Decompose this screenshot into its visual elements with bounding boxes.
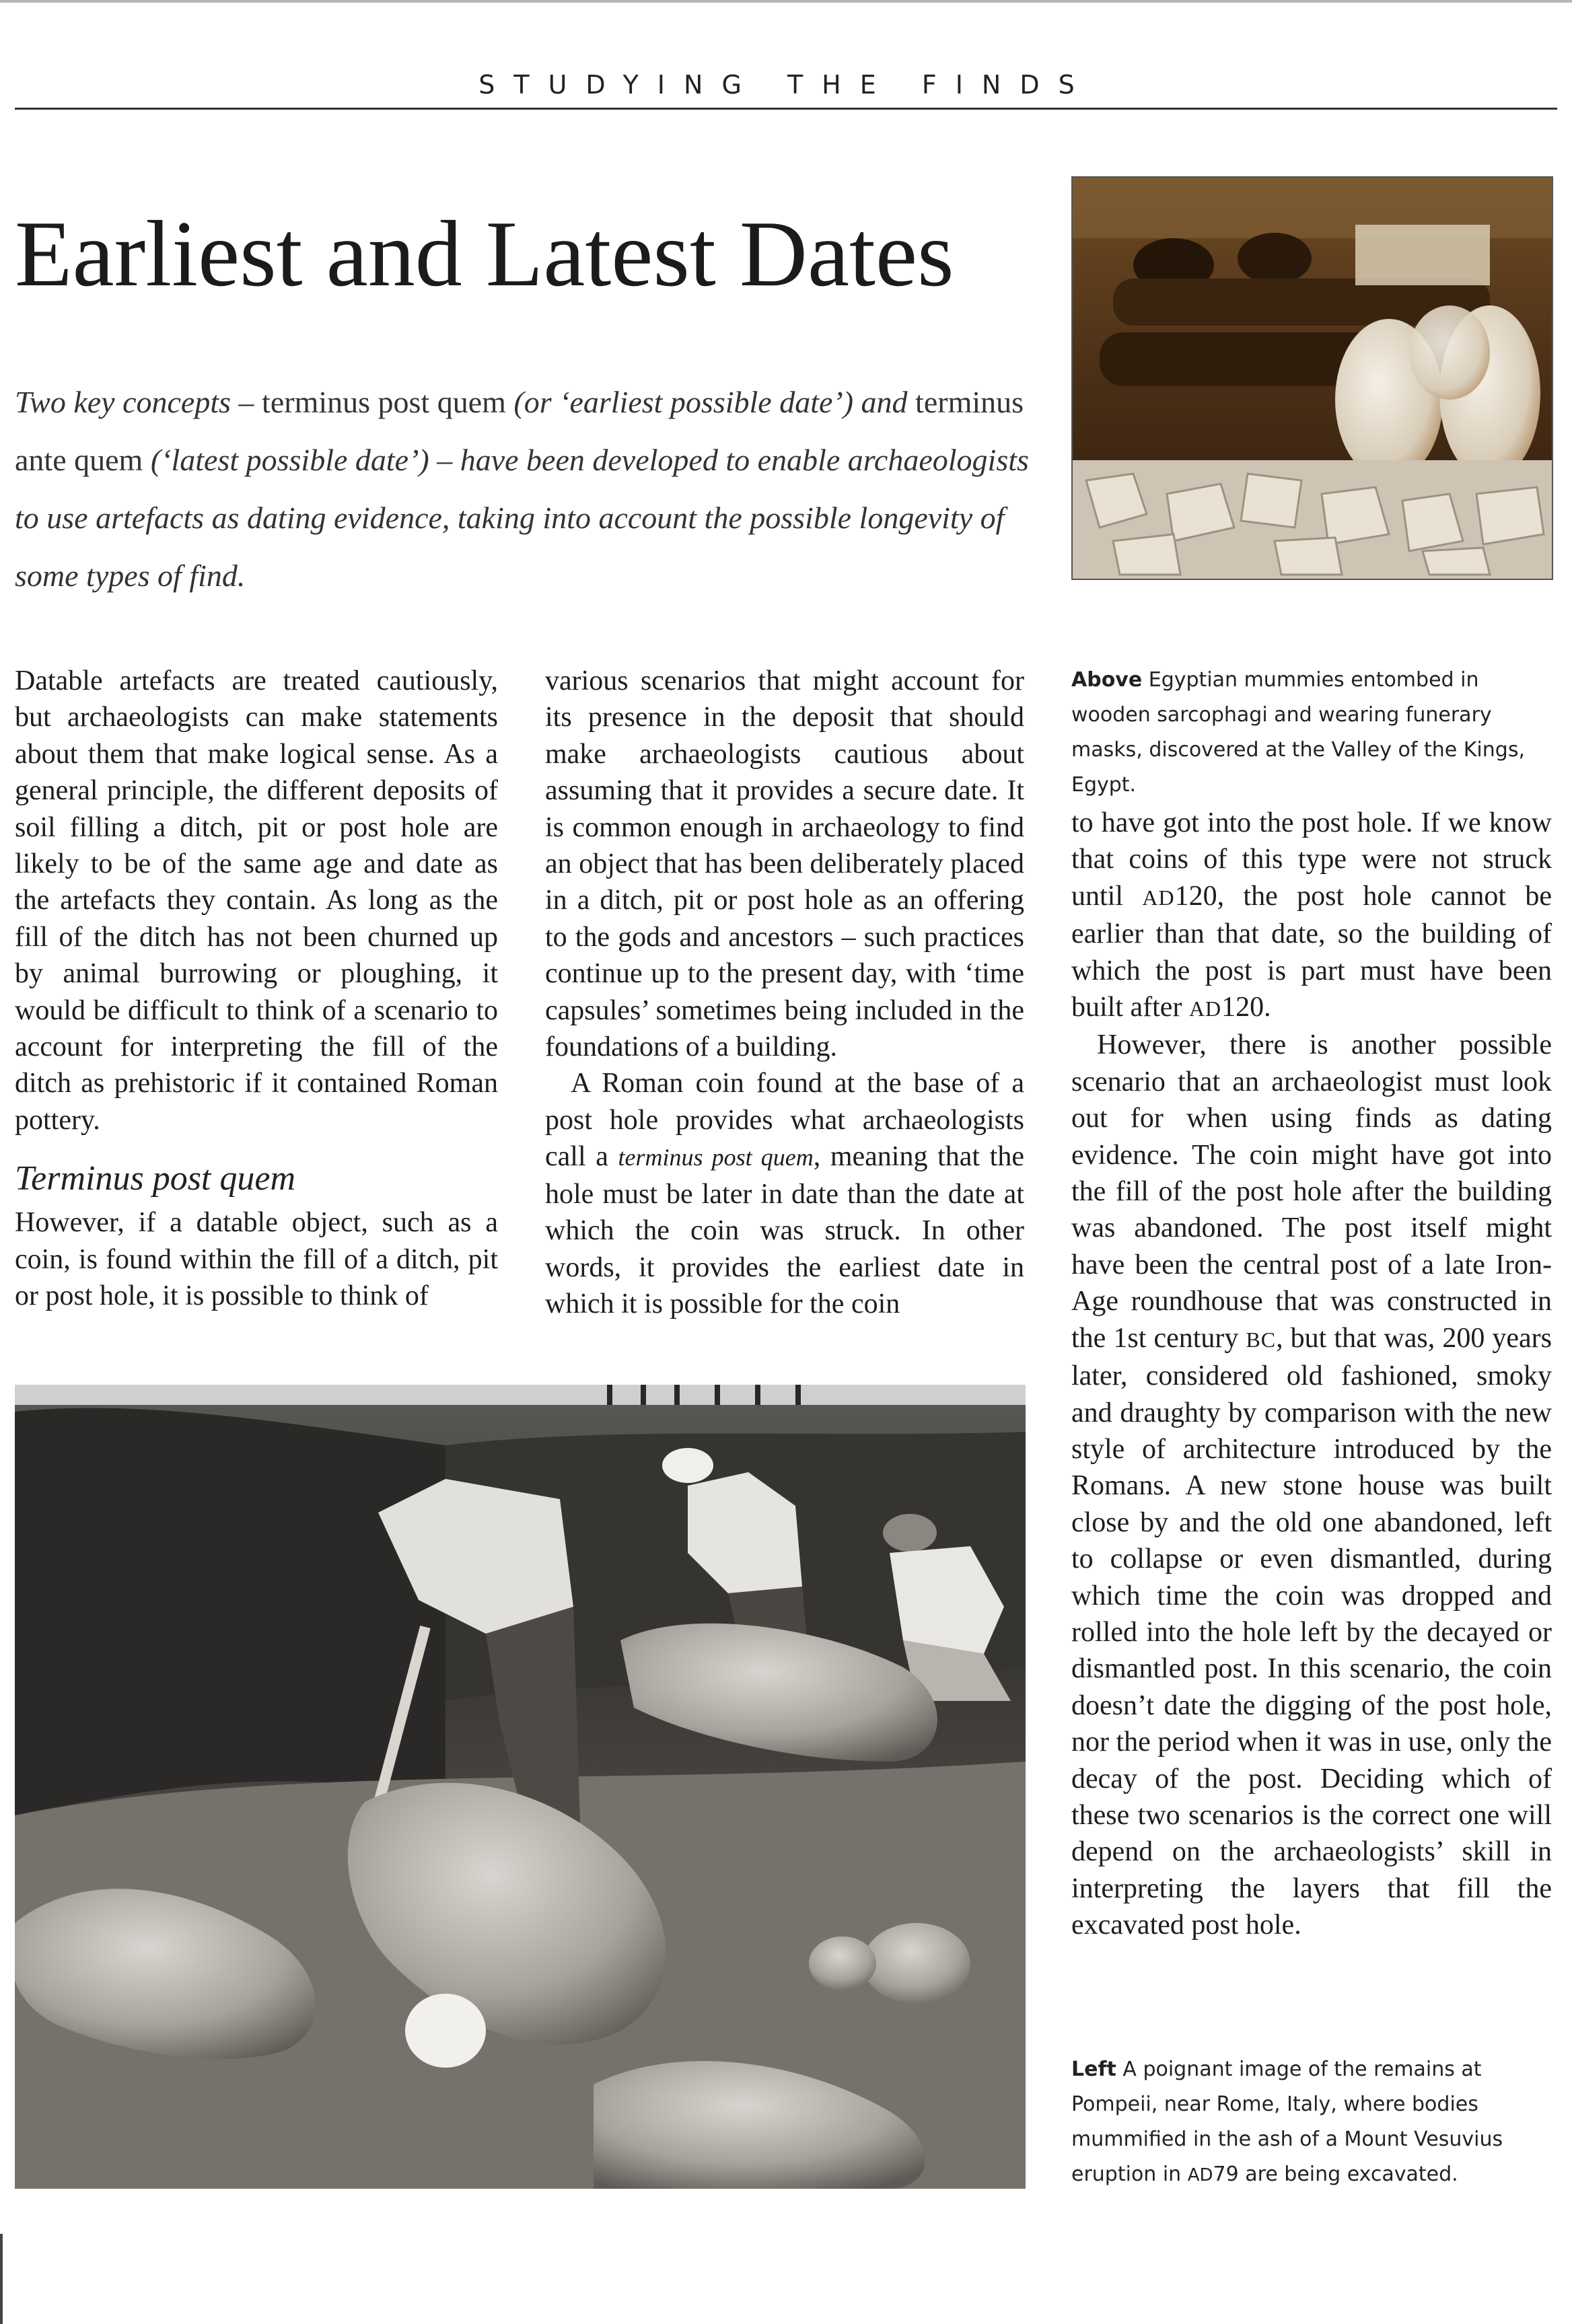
caption-label: Left — [1071, 2058, 1116, 2081]
pompeii-illustration — [15, 1385, 1026, 2189]
text-column-3 — [1071, 805, 1552, 1944]
intro-text: Two key concepts – — [15, 385, 262, 419]
photo-pompeii-excavation — [15, 1385, 1026, 2189]
caption-text: Egyptian mummies entombed in wooden sarcophagi and wearing funerary masks, discovered at the Valley of the Kings, Egypt. — [1071, 668, 1525, 797]
mummies-illustration — [1073, 178, 1552, 579]
paragraph — [1071, 1027, 1552, 1943]
subheading-terminus-post-quem: Terminus post quem — [15, 1159, 296, 1198]
intro-paragraph — [15, 373, 1038, 605]
caption-text: 79 are being excavated. — [1213, 2163, 1458, 2186]
intro-term-post-quem: terminus post quem — [262, 385, 506, 419]
header-divider — [15, 108, 1557, 110]
page-title: Earliest and Latest Dates — [15, 202, 954, 306]
intro-text: (‘latest possible date’) – have been developed to enable archaeologists to use artefacts as dating evidence, taking into account the possible longevity of some types of find. — [15, 443, 1029, 593]
running-header: STUDYING THE FINDS — [478, 70, 1094, 100]
paragraph-text: , meaning that the hole must be later in date than the date at which the coin was struck. In other words, it provides the earliest date in which it is possible for the coin — [545, 1141, 1024, 1319]
paragraph-text: , but that was, 200 years later, considered old fashioned, smoky and draughty by comparison with the new style of architecture introduced by the Romans. A new stone house was built close by and the old one abandoned, left to collapse or even dismantled, during which time the coin was dropped and rolled into the hole left by the decayed or dismantled post. In this scenario, the coin doesn’t date the digging of the post hole, nor the period when it was in use, only the decay of the post. Deciding which of these two scenarios is the correct one will depend on the archaeologists’ skill in interpreting the layers that fill the excavated post hole. — [1071, 1322, 1552, 1941]
page-edge-mark — [0, 2234, 3, 2324]
paragraph-text: A Roman coin found at the base of a post hole provides what archaeologists call a — [545, 1068, 1024, 1173]
paragraph: However, if a datable object, such as a coin, is found within the fill of a ditch, pit or post hole, it is possible to think of — [15, 1207, 498, 1312]
intro-text: (or ‘earliest possible date’) and — [505, 385, 916, 419]
paragraph-text: 120, the post hole cannot be earlier than that date, so the building of which the post is part must have been built after — [1071, 880, 1552, 1023]
era-abbrev: AD — [1188, 996, 1222, 1021]
paragraph-text: 120. — [1221, 992, 1271, 1023]
era-abbrev: AD — [1187, 2165, 1213, 2185]
caption-label: Above — [1071, 668, 1143, 692]
caption-text: A poignant image of the remains at Pompeii, near Rome, Italy, where bodies mummified in the ash of a Mount Vesuvius eruption in — [1071, 2058, 1503, 2186]
era-abbrev: AD — [1142, 885, 1175, 910]
term-italic: terminus post quem — [618, 1144, 814, 1171]
paragraph — [1071, 805, 1552, 1027]
text-column-1 — [15, 663, 498, 1315]
paragraph: various scenarios that might account for its presence in the deposit that should make archaeologists cautious about assuming that it provides a secure date. It is common enough in archaeology to find an object that has been deliberately placed in a ditch, pit or post hole as an offering to the gods and ancestors – such practices continue up to the present day, with ‘time capsules’ sometimes being included in the foundations of a building. — [545, 665, 1024, 1063]
era-abbrev: BC — [1246, 1327, 1277, 1352]
top-edge-rule — [0, 0, 1572, 3]
paragraph: Datable artefacts are treated cautiously, but archaeologists can make statements about them that make logical sense. As a general principle, the different deposits of soil filling a ditch, pit or post hole are likely to be of the same age and date as the artefacts they contain. As long as the fill of the ditch has not been churned up by animal burrowing or ploughing, it would be difficult to think of a scenario to account for interpreting the fill of the ditch as prehistoric if it contained Roman pottery. — [15, 665, 498, 1136]
paragraph-text: However, there is another possible scenario that an archaeologist must look out for when using finds as dating evidence. The coin might have got into the fill of the post hole after the building was abandoned. The post itself might have been the central post of a late Iron-Age roundhouse that was constructed in the 1st century — [1071, 1029, 1552, 1354]
caption-left — [1071, 2052, 1556, 2193]
paragraph-text: to have got into the post hole. If we know that coins of this type were not struck until — [1071, 807, 1552, 912]
text-column-2 — [545, 663, 1024, 1322]
intro-term-ante-quem: terminus ante quem — [15, 385, 1024, 477]
caption-above — [1071, 663, 1556, 803]
paragraph — [545, 1065, 1024, 1322]
photo-egyptian-mummies — [1071, 176, 1553, 580]
